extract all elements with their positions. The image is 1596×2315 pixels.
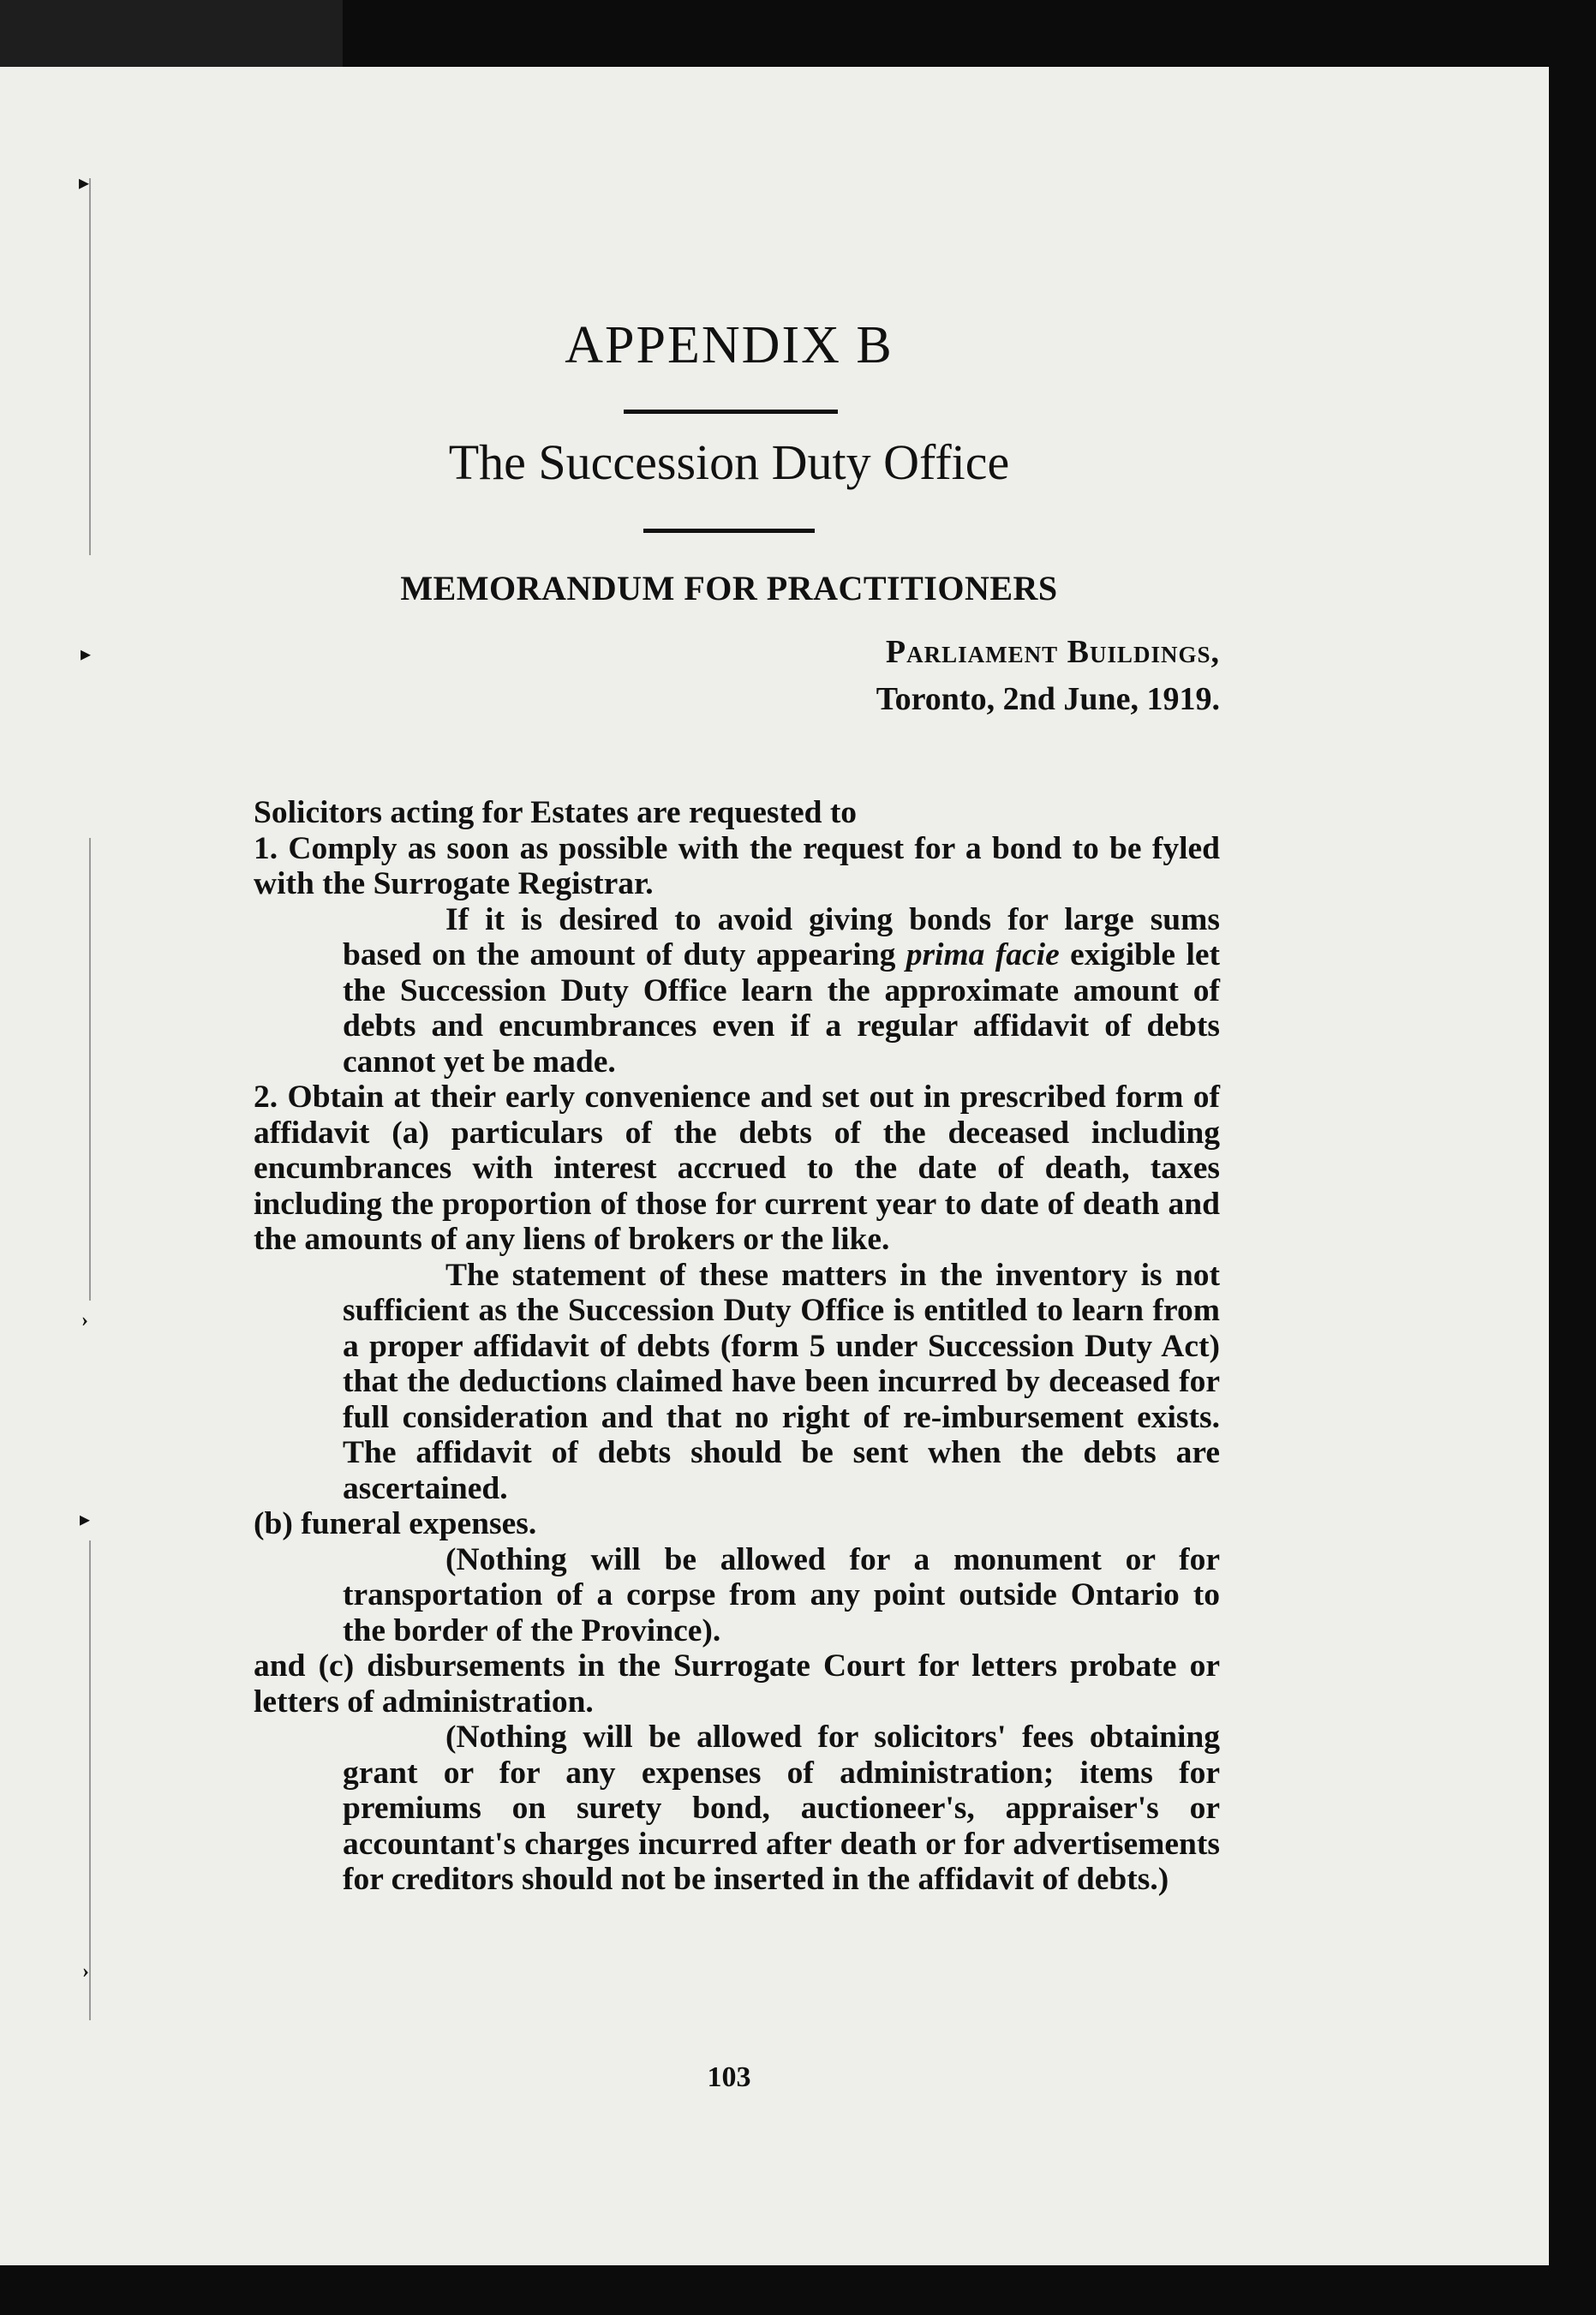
- intro-paragraph: Solicitors acting for Estates are requested to: [254, 795, 858, 830]
- item-c-note: (Nothing will be allowed for solicitors' fees obtaining grant or for any expenses of administration; items for premiums on surety bond, auctioneer's, appraiser's or accountant's charges incurred after death or for advertisements for creditors should not be inserted in the affidavit of debts.): [343, 1720, 1220, 1897]
- item-1: 1. Comply as soon as possible with the request for a bond to be fyled with the Surrogate Registrar.: [254, 830, 1220, 901]
- subtitle-rule: [643, 529, 815, 533]
- memo-body: [254, 795, 1220, 1898]
- title-rule: [624, 410, 838, 414]
- item-2: 2. Obtain at their early convenience and set out in prescribed form of affidavit (a) particulars of the debts of the deceased including encumbrances with interest accrued to the date of death, taxes including the proportion of those for current year to date of death and the amounts of any liens of brokers or the like.: [254, 1080, 1220, 1257]
- date-line: Toronto, 2nd June, 1919.: [876, 681, 1220, 717]
- margin-mark: ▸: [81, 643, 92, 666]
- appendix-title: APPENDIX B: [565, 316, 894, 374]
- margin-mark: ›: [81, 1309, 88, 1331]
- margin-mark: ▸: [80, 1509, 91, 1531]
- item-c: and (c) disbursements in the Surrogate Court for letters probate or letters of administration.: [254, 1648, 1220, 1720]
- item-b-note: (Nothing will be allowed for a monument or for transportation of a corpse from any point outside Ontario to the border of the Province).: [343, 1541, 1220, 1648]
- memo-heading: MEMORANDUM FOR PRACTITIONERS: [400, 569, 1058, 607]
- item-1-note-italic: prima facie: [906, 937, 1060, 972]
- item-1-note-text-end: exigible let the Succession Duty Office learn the approximate amount of debts and encumbrances even if a regular affidavit of debts cannot yet be made.: [343, 937, 1220, 1080]
- item-1-note-text: If it is desired to avoid giving bonds for large sums based on the amount of duty appearing: [343, 901, 1220, 972]
- binding-line: [89, 178, 91, 555]
- item-2-note: The statement of these matters in the inventory is not sufficient as the Succession Duty Office is entitled to learn from a proper affidavit of debts (form 5 under Succession Duty Act) that the deductions claimed have been incurred by deceased for full consideration and that no right of re-imbursement exists. The affidavit of debts should be sent when the debts are ascertained.: [343, 1257, 1220, 1506]
- scan-edge-mark: [0, 0, 343, 67]
- margin-mark: ›: [82, 1960, 89, 1983]
- page-number: 103: [707, 2061, 751, 2093]
- item-b: (b) funeral expenses.: [254, 1506, 537, 1541]
- item-1-note: [343, 902, 1220, 1080]
- binding-line: [89, 1540, 91, 2020]
- document-page: [0, 67, 1549, 2265]
- binding-line: [89, 838, 91, 1301]
- margin-mark: ▸: [79, 172, 90, 194]
- address-block: [876, 629, 1220, 723]
- office-title: The Succession Duty Office: [448, 434, 1010, 490]
- address-line: Parliament Buildings,: [885, 634, 1220, 670]
